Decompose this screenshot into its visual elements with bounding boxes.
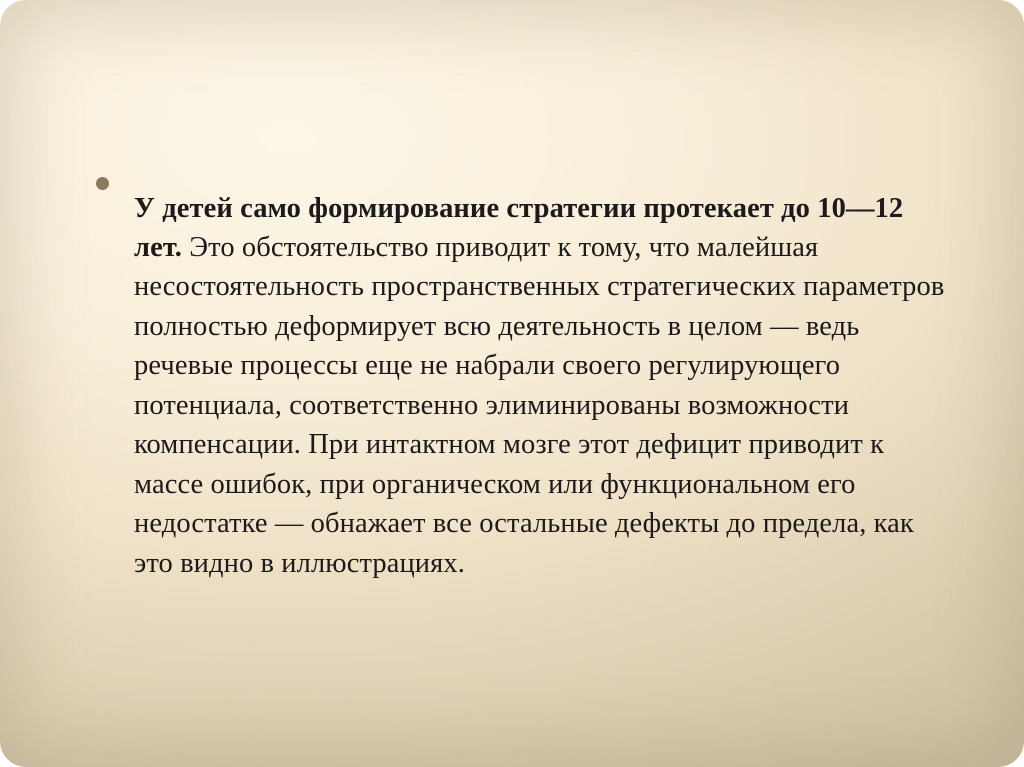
paragraph-text: [134, 189, 952, 584]
list-item: [96, 160, 952, 612]
bullet-dot-icon: [96, 177, 109, 190]
paragraph-lead: У детей само формирование стратегии протекает до 10—12 лет.: [134, 192, 904, 263]
paragraph-body: Это обстоятельство приводит к тому, что малейшая несостоятельность пространственных стратегических параметров полностью деформирует всю деятельность в целом — ведь речевые процессы еще не набрали своего регулирующего потенциала, соответственно элиминированы возможности компенсации. При интактном мозге этот дефицит приводит к массе ошибок, при органическом или функциональном его недостатке — обнажает все остальные дефекты до предела, как это видно в иллюстрациях.: [134, 231, 945, 579]
slide-content: [96, 160, 952, 612]
